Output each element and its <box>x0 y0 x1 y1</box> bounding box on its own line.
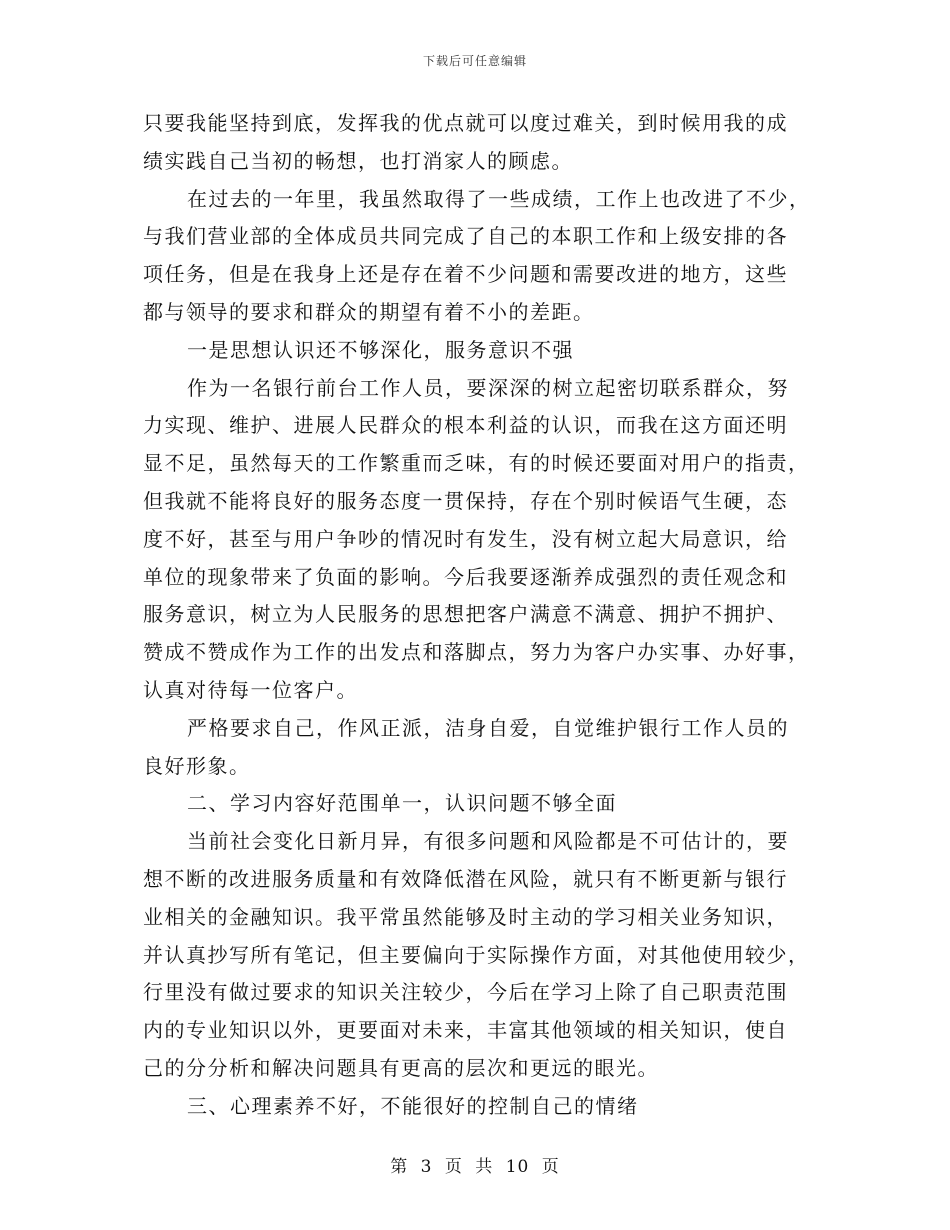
text-line: 在过去的一年里，我虽然取得了一些成绩，工作上也改进了不少， <box>187 186 811 211</box>
page-header: 下载后可任意编辑 <box>422 54 527 68</box>
page-number-footer: 第 3 页 共 10 页 <box>390 1157 560 1177</box>
text-line: 服务意识，树立为人民服务的思想把客户满意不满意、拥护不拥护、 <box>143 602 788 627</box>
text-line: 想不断的改进服务质量和有效降低潜在风险，就只有不断更新与银行 <box>143 866 788 891</box>
text-line: 严格要求自己，作风正派，洁身自爱，自觉维护银行工作人员的 <box>187 715 789 740</box>
text-line: 业相关的金融知识。我平常虽然能够及时主动的学习相关业务知识， <box>143 904 788 929</box>
text-line: 当前社会变化日新月异，有很多问题和风险都是不可估计的，要 <box>187 829 789 854</box>
text-line: 并认真抄写所有笔记，但主要偏向于实际操作方面，对其他使用较少， <box>143 942 810 967</box>
text-line: 己的分分析和解决问题具有更高的层次和更远的眼光。 <box>143 1055 659 1080</box>
section-heading: 二、学习内容好范围单一，认识问题不够全面 <box>187 791 617 816</box>
document-body <box>143 105 813 1126</box>
text-line: 良好形象。 <box>143 753 251 778</box>
text-line: 绩实践自己当初的畅想，也打消家人的顾虑。 <box>143 148 573 173</box>
text-line: 单位的现象带来了负面的影响。今后我要逐渐养成强烈的责任观念和 <box>143 564 788 589</box>
text-line: 都与领导的要求和群众的期望有着不小的差距。 <box>143 299 595 324</box>
section-heading: 一是思想认识还不够深化，服务意识不强 <box>187 337 574 362</box>
text-line: 度不好，甚至与用户争吵的情况时有发生，没有树立起大局意识，给 <box>143 526 788 551</box>
section-heading: 三、心理素养不好，不能很好的控制自己的情绪 <box>187 1093 639 1118</box>
text-line: 认真对待每一位客户。 <box>143 677 358 702</box>
text-line: 力实现、维护、进展人民群众的根本利益的认识，而我在这方面还明 <box>143 413 788 438</box>
text-line: 与我们营业部的全体成员共同完成了自己的本职工作和上级安排的各 <box>143 224 788 249</box>
text-line: 作为一名银行前台工作人员，要深深的树立起密切联系群众，努 <box>187 375 789 400</box>
text-line: 项任务，但是在我身上还是存在着不少问题和需要改进的地方，这些 <box>143 262 788 287</box>
text-line: 显不足，虽然每天的工作繁重而乏味，有的时候还要面对用户的指责， <box>143 451 810 476</box>
text-line: 赞成不赞成作为工作的出发点和落脚点，努力为客户办实事、办好事， <box>143 640 810 665</box>
text-line: 但我就不能将良好的服务态度一贯保持，存在个别时候语气生硬，态 <box>143 488 788 513</box>
text-line: 内的专业知识以外，更要面对未来，丰富其他领域的相关知识，使自 <box>143 1018 788 1043</box>
text-line: 行里没有做过要求的知识关注较少，今后在学习上除了自己职责范围 <box>143 980 788 1005</box>
text-line: 只要我能坚持到底，发挥我的优点就可以度过难关，到时候用我的成 <box>143 111 788 135</box>
